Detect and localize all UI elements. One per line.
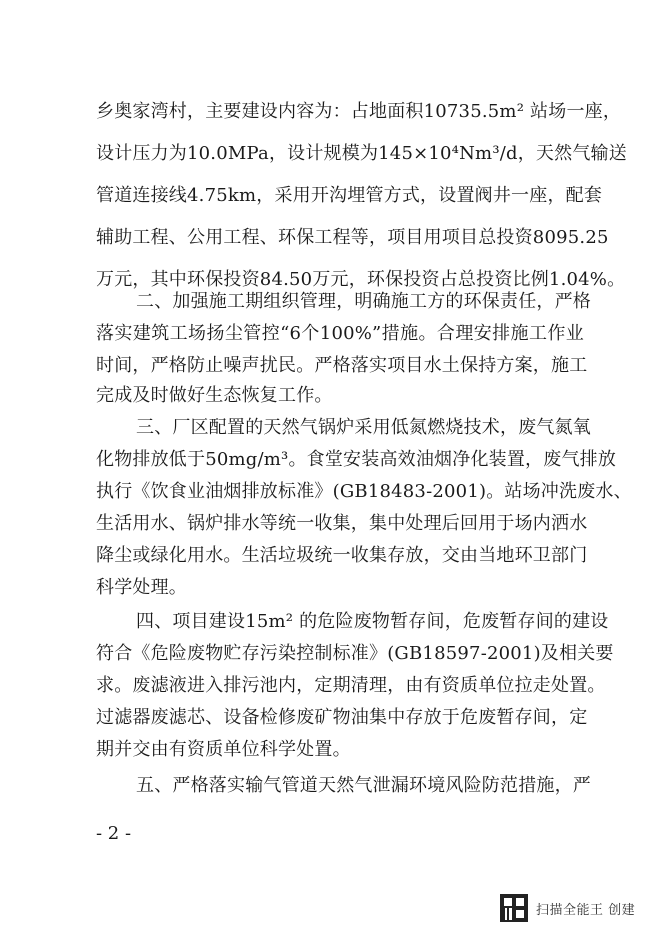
paragraph-start-2: 二、加强施工期组织管理，明确施工方的环保责任，严格 [136, 291, 591, 312]
paragraph-start-3: 三、厂区配置的天然气锅炉采用低氮燃烧技术，废气氮氧 [136, 417, 591, 438]
body-line: 降尘或绿化用水。生活垃圾统一收集存放，交由当地环卫部门 [96, 545, 588, 566]
body-line: 执行《饮食业油烟排放标准》(GB18483-2001)。站场冲洗废水、 [96, 481, 632, 502]
body-line: 乡奥家湾村，主要建设内容为：占地面积10735.5m² 站场一座， [96, 101, 622, 122]
body-line: 符合《危险废物贮存污染控制标准》(GB18597-2001)及相关要 [96, 643, 614, 664]
page-number: - 2 - [96, 823, 132, 844]
scanner-watermark [500, 890, 635, 926]
body-line: 落实建筑工场扬尘管控“6个100%”措施。合理安排施工作业 [96, 323, 584, 344]
body-line: 化物排放低于50mg/m³。食堂安装高效油烟净化装置，废气排放 [96, 449, 617, 470]
body-line: 辅助工程、公用工程、环保工程等，项目用项目总投资8095.25 [96, 227, 609, 248]
body-line: 万元，其中环保投资84.50万元，环保投资占总投资比例1.04%。 [96, 269, 626, 290]
body-line: 管道连接线4.75km，采用开沟埋管方式，设置阀井一座，配套 [96, 185, 603, 206]
body-line: 求。废滤液进入排污池内，定期清理，由有资质单位拉走处置。 [96, 675, 606, 696]
body-line: 完成及时做好生态恢复工作。 [96, 385, 333, 406]
body-line: 过滤器废滤芯、设备检修废矿物油集中存放于危废暂存间，定 [96, 707, 588, 728]
body-line: 期并交由有资质单位科学处置。 [96, 739, 351, 760]
paragraph-start-4: 四、项目建设15m² 的危险废物暂存间，危废暂存间的建设 [136, 611, 609, 632]
body-line: 生活用水、锅炉排水等统一收集，集中处理后回用于场内洒水 [96, 513, 588, 534]
body-line: 时间，严格防止噪声扰民。严格落实项目水土保持方案，施工 [96, 355, 588, 376]
scanner-label: 扫描全能王 创建 [536, 902, 636, 918]
paragraph-start-5: 五、严格落实输气管道天然气泄漏环境风险防范措施，严 [136, 775, 591, 796]
body-line: 科学处理。 [96, 577, 187, 598]
body-line: 设计压力为10.0MPa，设计规模为145×10⁴Nm³/d，天然气输送 [96, 143, 627, 164]
qr-code-icon [500, 894, 528, 922]
